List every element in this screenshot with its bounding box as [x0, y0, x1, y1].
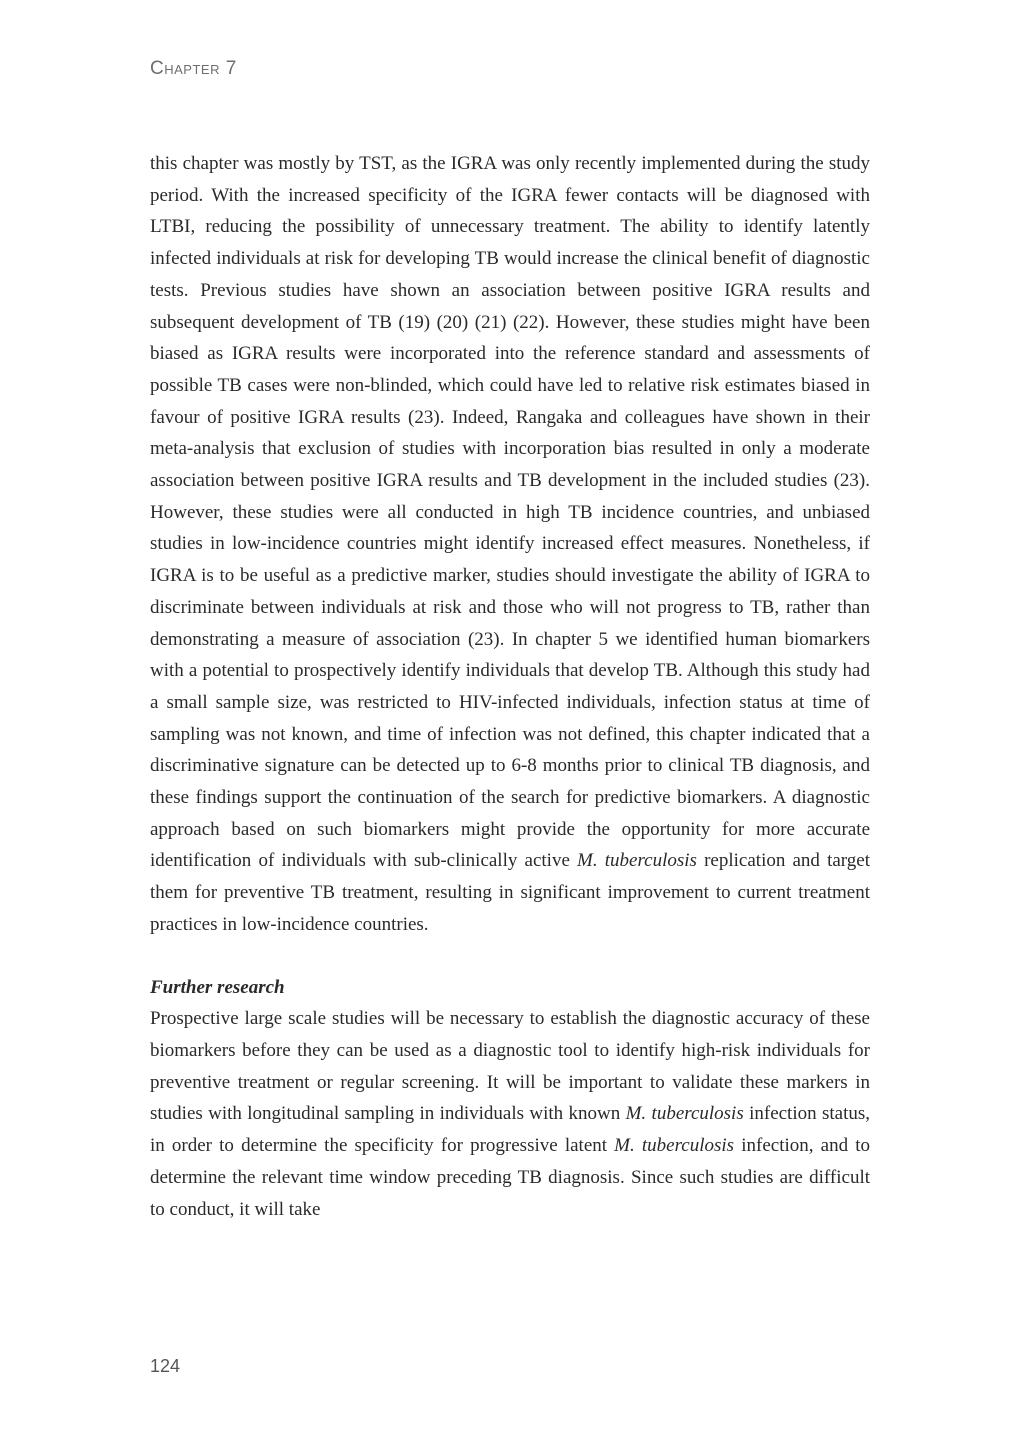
- page-number: 124: [150, 1356, 181, 1376]
- species-name: M. tuberculosis: [577, 850, 697, 872]
- body-paragraph: [150, 148, 870, 941]
- paragraph-text: Prospective large scale studies will be necessary to establish the diagnostic accuracy of these biomarkers before they can be used as a diagnostic tool to identify high-risk individuals for preventive treatment or regular screening. It will be important to validate these markers in studies with longitudinal sampling in individuals with known: [150, 1008, 870, 1125]
- body-paragraph: [150, 1003, 870, 1225]
- paragraph-text: this chapter was mostly by TST, as the IGRA was only recently implemented during the study period. With the increased specificity of the IGRA fewer contacts will be diagnosed with LTBI, reducing the possibility of unnecessary treatment. The ability to identify latently infected individuals at risk for developing TB would increase the clinical benefit of diagnostic tests. Previous studies have shown an association between positive IGRA results and subsequent development of TB (19) (20) (21) (22). However, these studies might have been biased as IGRA results were incorporated into the reference standard and assessments of possible TB cases were non-blinded, which could have led to relative risk estimates biased in favour of positive IGRA results (23). Indeed, Rangaka and colleagues have shown in their meta-analysis that exclusion of studies with incorporation bias resulted in only a moderate association between positive IGRA results and TB development in the included studies (23). However, these studies were all conducted in high TB incidence countries, and unbiased studies in low-incidence countries might identify increased effect measures. Nonetheless, if IGRA is to be useful as a predictive marker, studies should investigate the ability of IGRA to discriminate between individuals at risk and those who will not progress to TB, rather than demonstrating a measure of association (23). In chapter 5 we identified human biomarkers with a potential to prospectively identify individuals that develop TB. Although this study had a small sample size, was restricted to HIV-infected individuals, infection status at time of sampling was not known, and time of infection was not defined, this chapter indicated that a discriminative signature can be detected up to 6-8 months prior to clinical TB diagnosis, and these findings support the continuation of the search for predictive biomarkers. A diagnostic approach based on such biomarkers might provide the opportunity for more accurate identification of individuals with sub-clinically active: [150, 153, 870, 872]
- running-head: Chapter 7: [150, 58, 237, 79]
- paragraph-text: replication and target them for preventive TB treatment, resulting in significant improvement to current treatment practices in low-incidence countries.: [150, 850, 870, 935]
- species-name: M. tuberculosis: [614, 1135, 735, 1157]
- paragraph-text: infection, and to determine the relevant time window preceding TB diagnosis. Since such studies are difficult to conduct, it will take: [150, 1135, 870, 1220]
- section-heading: Further research: [150, 976, 285, 998]
- main-text: [150, 148, 870, 1225]
- paragraph-text: infection status, in order to determine the specificity for progressive latent: [150, 1103, 871, 1157]
- species-name: M. tuberculosis: [625, 1103, 744, 1125]
